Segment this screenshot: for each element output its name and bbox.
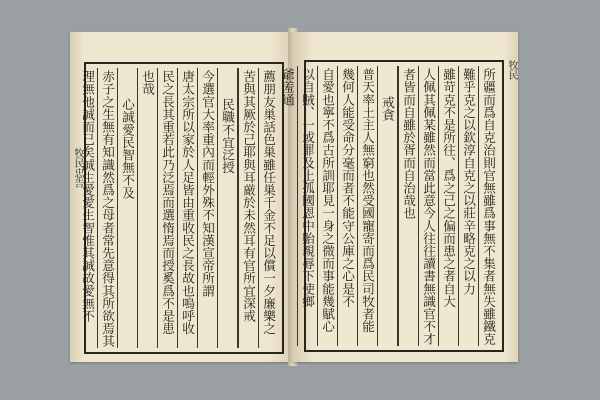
left-page-columns <box>80 68 278 348</box>
right-column-10: 自愛也寧不爲古所訓耶見一身之微而事能幾賦心 <box>317 66 337 346</box>
right-column-7-heading: 戒貪 <box>377 66 397 346</box>
right-column-3: 雖苛克不是所往、爲之己之偏而患之者自大 <box>438 66 458 346</box>
left-column-1: 薦朋友巣話色巣雖任巣千金不足以償一夕廉樂之 <box>258 68 278 348</box>
right-page-columns <box>280 66 498 346</box>
left-column-10: 赤子之生無有知識然爲之母者常先意得其所欲焉其 <box>97 68 117 348</box>
right-page-text-frame <box>280 60 504 352</box>
left-column-8: 也哉 <box>137 68 157 348</box>
left-column-6: 唐太宗所以家於人足皆由重收民之長故也嗚呼收 <box>177 68 197 348</box>
right-column-5: 者皆而自雖於胥而自治哉也 <box>398 66 418 346</box>
left-page-text-frame <box>80 62 284 354</box>
right-column-9: 幾何人能受命分毫而者不能守公庫之心是不 <box>337 66 357 346</box>
left-margin-label: 牧民忠告 <box>72 148 83 188</box>
left-column-7: 民之長其重若此乃泛焉而選惰焉而授奚爲不是患 <box>157 68 177 348</box>
right-page-tab-label: 牧民 <box>506 60 517 80</box>
right-column-8: 普天率土主人無窮也然受國寵寄而爲民司牧者能 <box>357 66 377 346</box>
right-column-1: 所疆而爲自克治則官無雖爲事無不集者無失雖鐵克 <box>478 66 498 346</box>
left-column-11: 理無他誠而已矣誠生愛愛生智惟其誠故愛無不 <box>80 70 95 322</box>
left-column-4-heading: 民職不宜泛授 <box>217 68 237 348</box>
right-column-11: 以自賊、一或罪及上孤國恩中貽親辱下使鄉 <box>297 66 317 346</box>
open-book <box>70 22 518 374</box>
left-column-2: 苦與其厥於己耶與耳厳於未然耳有官所宜深戒 <box>238 68 258 348</box>
right-column-4: 人佩其佩某雖然而當此意今人往往讀書無識官不才 <box>418 66 438 346</box>
left-column-9-heading: 心誠愛民智無不及 <box>117 68 137 348</box>
right-column-2: 難乎克之以欽淳自克之以莊辛略克之以力 <box>458 66 478 346</box>
right-column-12: 爺羞通 <box>280 68 295 106</box>
left-column-5: 今選官大率重內而輕外殊不知漢宣帝所謂 <box>197 68 217 348</box>
